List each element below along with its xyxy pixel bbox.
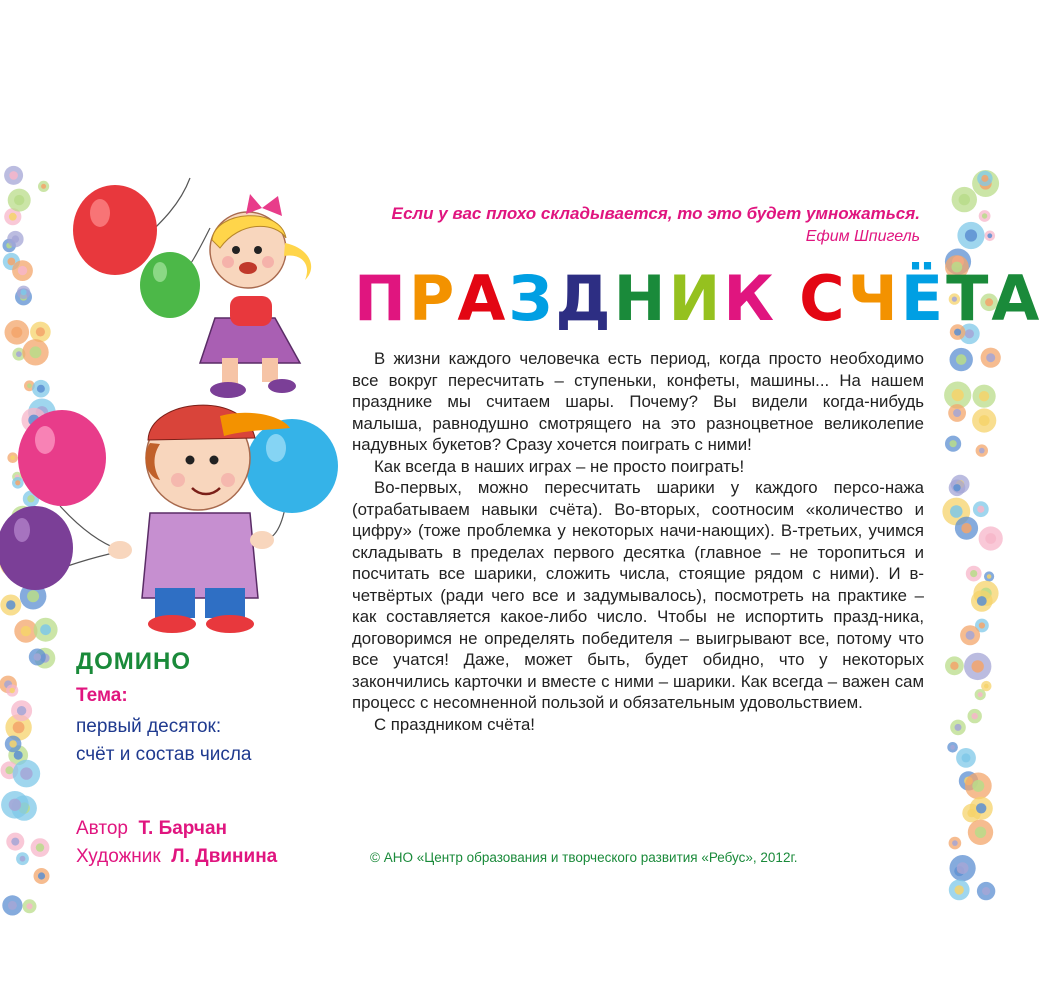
confetti-dot	[982, 213, 987, 218]
confetti-dot	[11, 838, 19, 846]
confetti-dot	[953, 484, 960, 491]
red-balloon	[73, 185, 157, 275]
kids-with-balloons-illustration	[0, 158, 340, 648]
confetti-dot	[955, 724, 962, 731]
title-letter: И	[668, 262, 724, 335]
paragraph: Во-первых, можно пересчитать шарики у каждого персо-нажа (отрабатываем навыки счёта). Во-вторых, соотносим «количество и цифру» (тоже проблемка у некоторых начи-нающих). В-третьих, учимся складывать в пределах первого десятка (главное – не торопиться и посчитать все шарики, сложить числа, стоящие рядом с ними). И в-четвёртых (ради чего все и задумывалось), посмотреть на практике – как составляется какое-либо число. Чтобы не испортить празд-ника, договоримся не определять победителя – выигрывают все, потому что все учатся! Даже, может быть, будет обидно, что у некоторых закончились карточки и вместе с ними – шарики. Как всегда – важен сам процесс с несомненной пользой и обязательным удовольствием.	[352, 478, 924, 712]
game-title: ДОМИНО	[76, 648, 192, 675]
artist-credit	[76, 846, 277, 868]
blue-balloon	[246, 419, 338, 513]
title-letter: Ё	[900, 262, 947, 335]
paragraph: В жизни каждого человечка есть период, когда просто необходимо все вокруг пересчитать – ступеньки, конфеты, машины... На нашем празднике мы считаем шары. Почему? Вы видели когда-нибудь малыша, равнодушно смотрящего на это разноцветное великолепие надувных букетов? Сразу хочется поиграть с ними!	[352, 349, 924, 454]
confetti-dot	[976, 803, 986, 813]
confetti-dot	[975, 827, 986, 838]
body-text	[352, 348, 924, 735]
title-letter: Д	[555, 262, 614, 335]
confetti-dot	[962, 753, 971, 762]
confetti-dot	[14, 751, 23, 760]
confetti-dot	[8, 901, 17, 910]
confetti-dot	[952, 389, 964, 401]
confetti-dot	[953, 409, 961, 417]
confetti-dot	[957, 862, 969, 874]
confetti-dot	[986, 353, 995, 362]
title-letter: К	[723, 262, 778, 335]
confetti-dot	[26, 903, 32, 909]
confetti-dot	[20, 856, 26, 862]
confetti-dot	[952, 840, 958, 846]
book-cover	[0, 158, 1042, 908]
title-letter: Н	[613, 262, 669, 335]
title-letter: А	[457, 262, 509, 335]
title-letter: П	[354, 262, 409, 335]
confetti-dot	[987, 574, 992, 579]
confetti-dot	[987, 233, 992, 238]
confetti-dot	[13, 722, 25, 734]
title-letter: А	[991, 262, 1042, 335]
title-letter: Ч	[847, 262, 901, 335]
author-credit	[76, 818, 227, 840]
confetti-dot	[979, 622, 985, 628]
artist-name: Л. Двинина	[171, 846, 278, 867]
confetti-dot	[950, 662, 958, 670]
author-label: Автор	[76, 818, 128, 839]
confetti-dot	[956, 354, 967, 365]
paragraph: С праздником счёта!	[374, 714, 535, 734]
confetti-dot	[972, 780, 984, 792]
confetti-dot	[977, 596, 987, 606]
confetti-dot	[972, 713, 978, 719]
confetti-dot	[955, 885, 964, 894]
confetti-dot	[959, 194, 970, 205]
confetti-dot	[979, 415, 990, 426]
artist-label: Художник	[76, 846, 161, 867]
girl-figure	[200, 194, 311, 398]
title-letter: З	[508, 262, 556, 335]
confetti-dot	[985, 533, 996, 544]
confetti-dot	[34, 653, 42, 661]
confetti-dot	[17, 706, 26, 715]
copyright-footer: © АНО «Центр образования и творческого развития «Ребус», 2012г.	[370, 850, 798, 865]
title-letter: Р	[408, 262, 458, 335]
confetti-dot	[950, 505, 963, 518]
confetti-dot	[972, 660, 984, 672]
topic-line-2: счёт и состав числа	[76, 744, 252, 765]
green-balloon	[140, 252, 200, 318]
confetti-dot	[978, 692, 983, 697]
title-letter: Т	[946, 262, 992, 335]
confetti-dot	[36, 843, 44, 851]
title-letter	[777, 262, 799, 335]
confetti-dot	[981, 175, 988, 182]
title-letter: С	[799, 262, 848, 335]
epigraph-quote: Если у вас плохо складывается, то это будет умножаться.	[391, 204, 920, 223]
confetti-dot	[979, 448, 985, 454]
confetti-dot	[977, 506, 984, 513]
author-name: Т. Барчан	[138, 818, 227, 839]
topic-line-1: первый десяток:	[76, 716, 222, 737]
confetti-dot	[984, 684, 989, 689]
confetti-dot	[9, 799, 21, 811]
main-title	[354, 262, 1042, 335]
epigraph-author: Ефим Шпигель	[805, 228, 920, 245]
confetti-dot	[970, 570, 977, 577]
confetti-dot	[979, 391, 989, 401]
confetti-dot	[950, 745, 955, 750]
confetti-dot	[9, 740, 16, 747]
confetti-dot	[950, 440, 957, 447]
confetti-dot	[966, 631, 975, 640]
confetti-dot	[982, 887, 990, 895]
confetti-dot	[961, 523, 971, 533]
confetti-dot	[5, 766, 13, 774]
confetti-dot	[20, 767, 32, 779]
pink-balloon	[18, 410, 106, 506]
paragraph: Как всегда в наших играх – не просто поиграть!	[374, 456, 745, 476]
topic-label: Тема:	[76, 685, 128, 706]
purple-balloon	[0, 506, 73, 590]
confetti-dot	[38, 872, 45, 879]
confetti-dot	[965, 229, 977, 241]
confetti-dot	[10, 688, 15, 693]
